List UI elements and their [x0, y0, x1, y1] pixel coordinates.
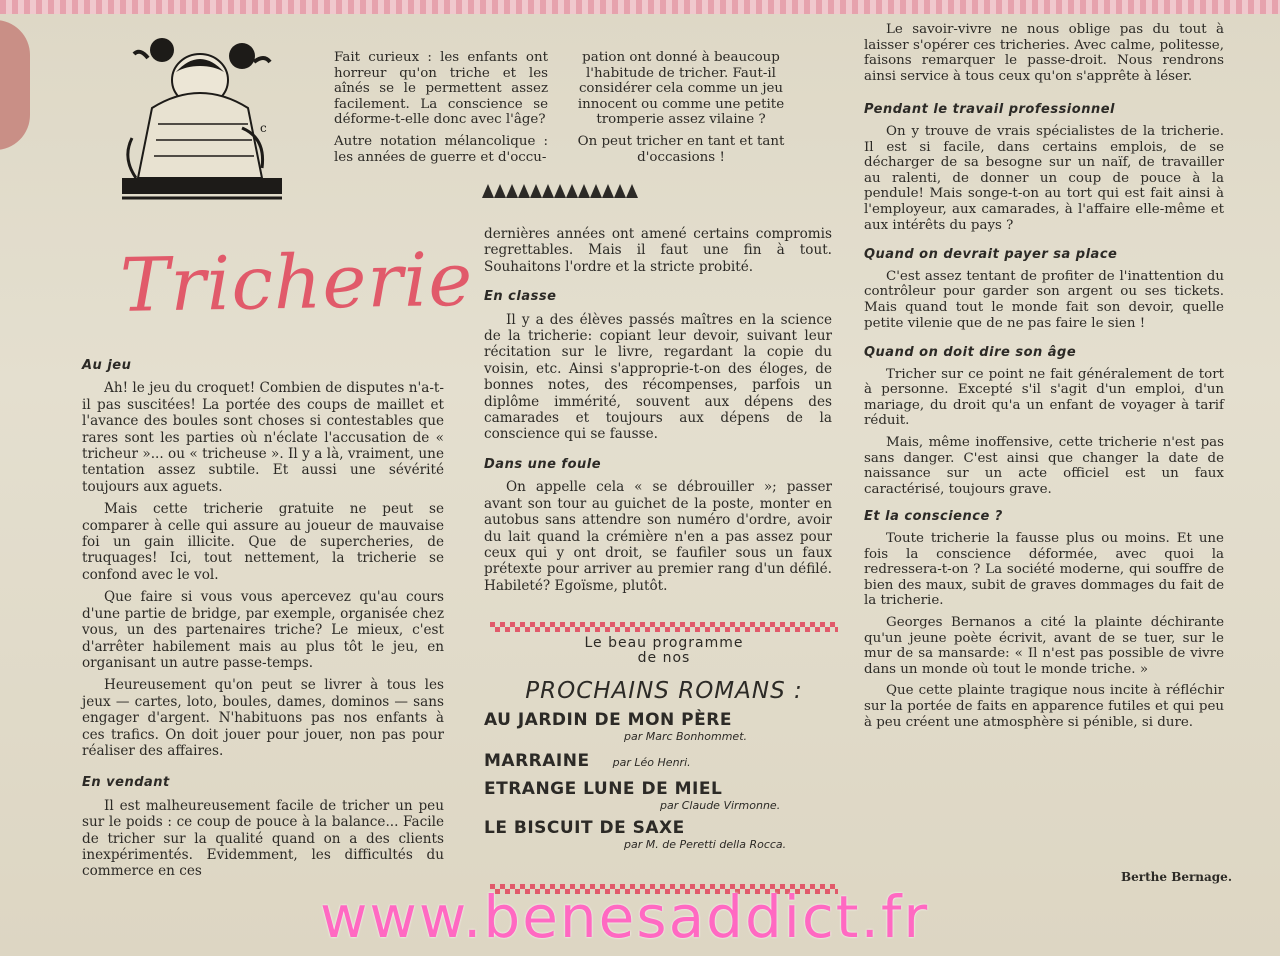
paragraph: C'est assez tentant de profiter de l'inattention du contrôleur pour garder son argent ou ses tickets. Mais quand tout le monde fait son devoir, quelle petite vilenie que de ne pas faire le sien !: [864, 268, 1224, 331]
thumb-edge: [0, 20, 30, 150]
svg-text:c: c: [260, 121, 267, 135]
book-author: par Marc Bonhommet.: [624, 730, 747, 743]
paragraph: Toute tricherie la fausse plus ou moins. Et une fois la conscience déformée, avec quoi la redressera-t-on ? La société moderne, qui souffre de bien des maux, subit de graves dommages du fait de la tricherie.: [864, 531, 1224, 609]
paragraph: Que cette plainte tragique nous incite à réfléchir sur la portée de faits en apparence futiles et qui peu à peu créent une atmosphère si pénible, si dure.: [864, 683, 1224, 730]
intro-column-2: [572, 50, 790, 171]
book-entry: [484, 779, 844, 812]
author-signature: Berthe Bernage.: [1121, 870, 1232, 884]
children-illustration: [92, 28, 292, 218]
book-entry: [484, 710, 844, 743]
section-heading: Pendant le travail professionnel: [864, 102, 1115, 118]
book-title: MARRAINE: [484, 751, 590, 771]
book-title: LE BISCUIT DE SAXE: [484, 818, 685, 838]
book-author: par Claude Virmonne.: [660, 799, 781, 812]
section-heading: Quand on devrait payer sa place: [864, 247, 1118, 263]
book-entry: [484, 818, 844, 851]
middle-column: [484, 226, 832, 600]
paragraph: Ah! le jeu du croquet! Combien de disputes n'a-t-il pas suscitées! La portée des coups de maillet et l'avance des boules sont choses si contestables que rares sont les parties où n'éclate l'accusation de « tricheur »... ou « tricheuse ». Il y a là, vraiment, une tentation assez subtile. Et aussi une sévérité toujours aux aguets.: [82, 380, 444, 495]
book-title: ETRANGE LUNE DE MIEL: [484, 779, 723, 799]
website-watermark: www.benesaddict.fr: [320, 883, 930, 951]
zigzag-ornament: [482, 184, 638, 198]
paragraph: dernières années ont amené certains compromis regrettables. Mais il faut une fin à tout. Souhaitons l'ordre et la stricte probité.: [484, 226, 832, 275]
promo-line: Le beau programme: [584, 635, 744, 651]
section-heading: Et la conscience ?: [864, 509, 1003, 525]
intro-paragraph: On peut tricher en tant et tant d'occasions !: [577, 133, 785, 165]
novels-promo: [484, 636, 844, 851]
section-heading: Quand on doit dire son âge: [864, 345, 1077, 361]
book-author: par M. de Peretti della Rocca.: [624, 838, 787, 851]
paragraph: Georges Bernanos a cité la plainte déchirante qu'un jeune poète écrivit, avant de se tuer, sur le mur de sa mansarde: « Il n'est pas possible de vivre dans un monde où tout le monde triche. »: [864, 615, 1224, 677]
intro-column-1: [334, 50, 548, 171]
section-heading: Dans une foule: [484, 456, 602, 472]
promo-heading: PROCHAINS ROMANS :: [525, 678, 803, 704]
paragraph: Tricher sur ce point ne fait généralement de tort à personne. Excepté s'il s'agit d'un emploi, d'un mariage, du droit qu'a un enfant de voyager à tarif réduit.: [864, 366, 1224, 429]
pink-top-border: [0, 0, 1280, 14]
checker-border-top: [490, 622, 838, 632]
paragraph: Heureusement qu'on peut se livrer à tous les jeux — cartes, loto, boules, dames, dominos — sans engager d'argent. N'habituons pas nos enfants à ces trafics. On doit jouer pour jouer, non pas pour réaliser des affaires.: [82, 677, 444, 759]
section-heading: En classe: [484, 289, 557, 305]
section-heading: Au jeu: [82, 358, 132, 373]
book-author: par Léo Henri.: [612, 756, 691, 769]
paragraph: Il est malheureusement facile de tricher un peu sur le poids : ce coup de pouce à la balance... Facile de tricher sur la qualité quand on a des clients inexpérimentés. Evidemment, les difficultés du commerce en ces: [82, 797, 444, 880]
intro-paragraph: Autre notation mélancolique : les années de guerre et d'occu-: [334, 133, 548, 165]
book-title: AU JARDIN DE MON PÈRE: [484, 710, 732, 730]
intro-paragraph: pation ont donné à beaucoup l'habitude de tricher. Faut-il considérer cela comme un jeu innocent ou comme une petite tromperie assez vilaine ?: [577, 50, 785, 128]
left-column: [82, 350, 444, 886]
paragraph: Le savoir-vivre ne nous oblige pas du tout à laisser s'opérer ces tricheries. Avec calme, politesse, faisons remarquer le passe-droit. Nous rendrons ainsi service à tous ceux qu'on s'apprête à léser.: [864, 22, 1224, 84]
paragraph: Il y a des élèves passés maîtres en la science de la tricherie: copiant leur devoir, suivant leur récitation sur le livre, regardant la copie du voisin, etc. Ainsi s'approprie-t-on des éloges, de bonnes notes, des récompenses, parfois un diplôme immérité, souvent aux dépens des camarades et toujours aux dépens de la conscience qui se fausse.: [484, 311, 832, 443]
paragraph: Que faire si vous vous apercevez qu'au cours d'une partie de bridge, par exemple, organisée chez vous, un des partenaires triche? Le mieux, c'est d'arrêter habilement mais au plus tôt le jeu, en organisant un autre passe-temps.: [82, 589, 444, 671]
paragraph: On appelle cela « se débrouiller »; passer avant son tour au guichet de la poste, monter en autobus sans attendre son numéro d'ordre, avoir du lait quand la crémière n'en a pas assez pour ceux qui y ont droit, se faufiler sous un faux prétexte pour arriver au premier rang d'un défilé. Habileté? Egoïsme, plutôt.: [484, 479, 832, 594]
book-entry: [484, 751, 844, 771]
right-column: [864, 22, 1224, 736]
intro-paragraph: Fait curieux : les enfants ont horreur qu'on triche et les aînés se le permettent assez facilement. La conscience se déforme-t-elle donc avec l'âge?: [334, 50, 548, 128]
paragraph: On y trouve de vrais spécialistes de la tricherie. Il est si facile, dans certains emplois, de se décharger de sa besogne sur un naïf, de travailler au ralenti, de donner un coup de pouce à la pendule! Mais songe-t-on au tort qui est fait ainsi à l'employeur, aux camarades, à l'affaire elle-même et aux intérêts du pays ?: [864, 123, 1224, 233]
paragraph: Mais, même inoffensive, cette tricherie n'est pas sans danger. C'est ainsi que changer la date de naissance sur un acte officiel est un faux caractérisé, toujours grave.: [864, 435, 1224, 497]
section-heading: En vendant: [82, 775, 170, 791]
article-title: Tricherie: [119, 236, 474, 329]
promo-line: de nos: [637, 650, 691, 666]
paragraph: Mais cette tricherie gratuite ne peut se comparer à celle qui assure au joueur de mauvaise foi un gain illicite. Que de supercheries, de truquages! Ici, tout nettement, la tricherie se confond avec le vol.: [82, 501, 444, 583]
